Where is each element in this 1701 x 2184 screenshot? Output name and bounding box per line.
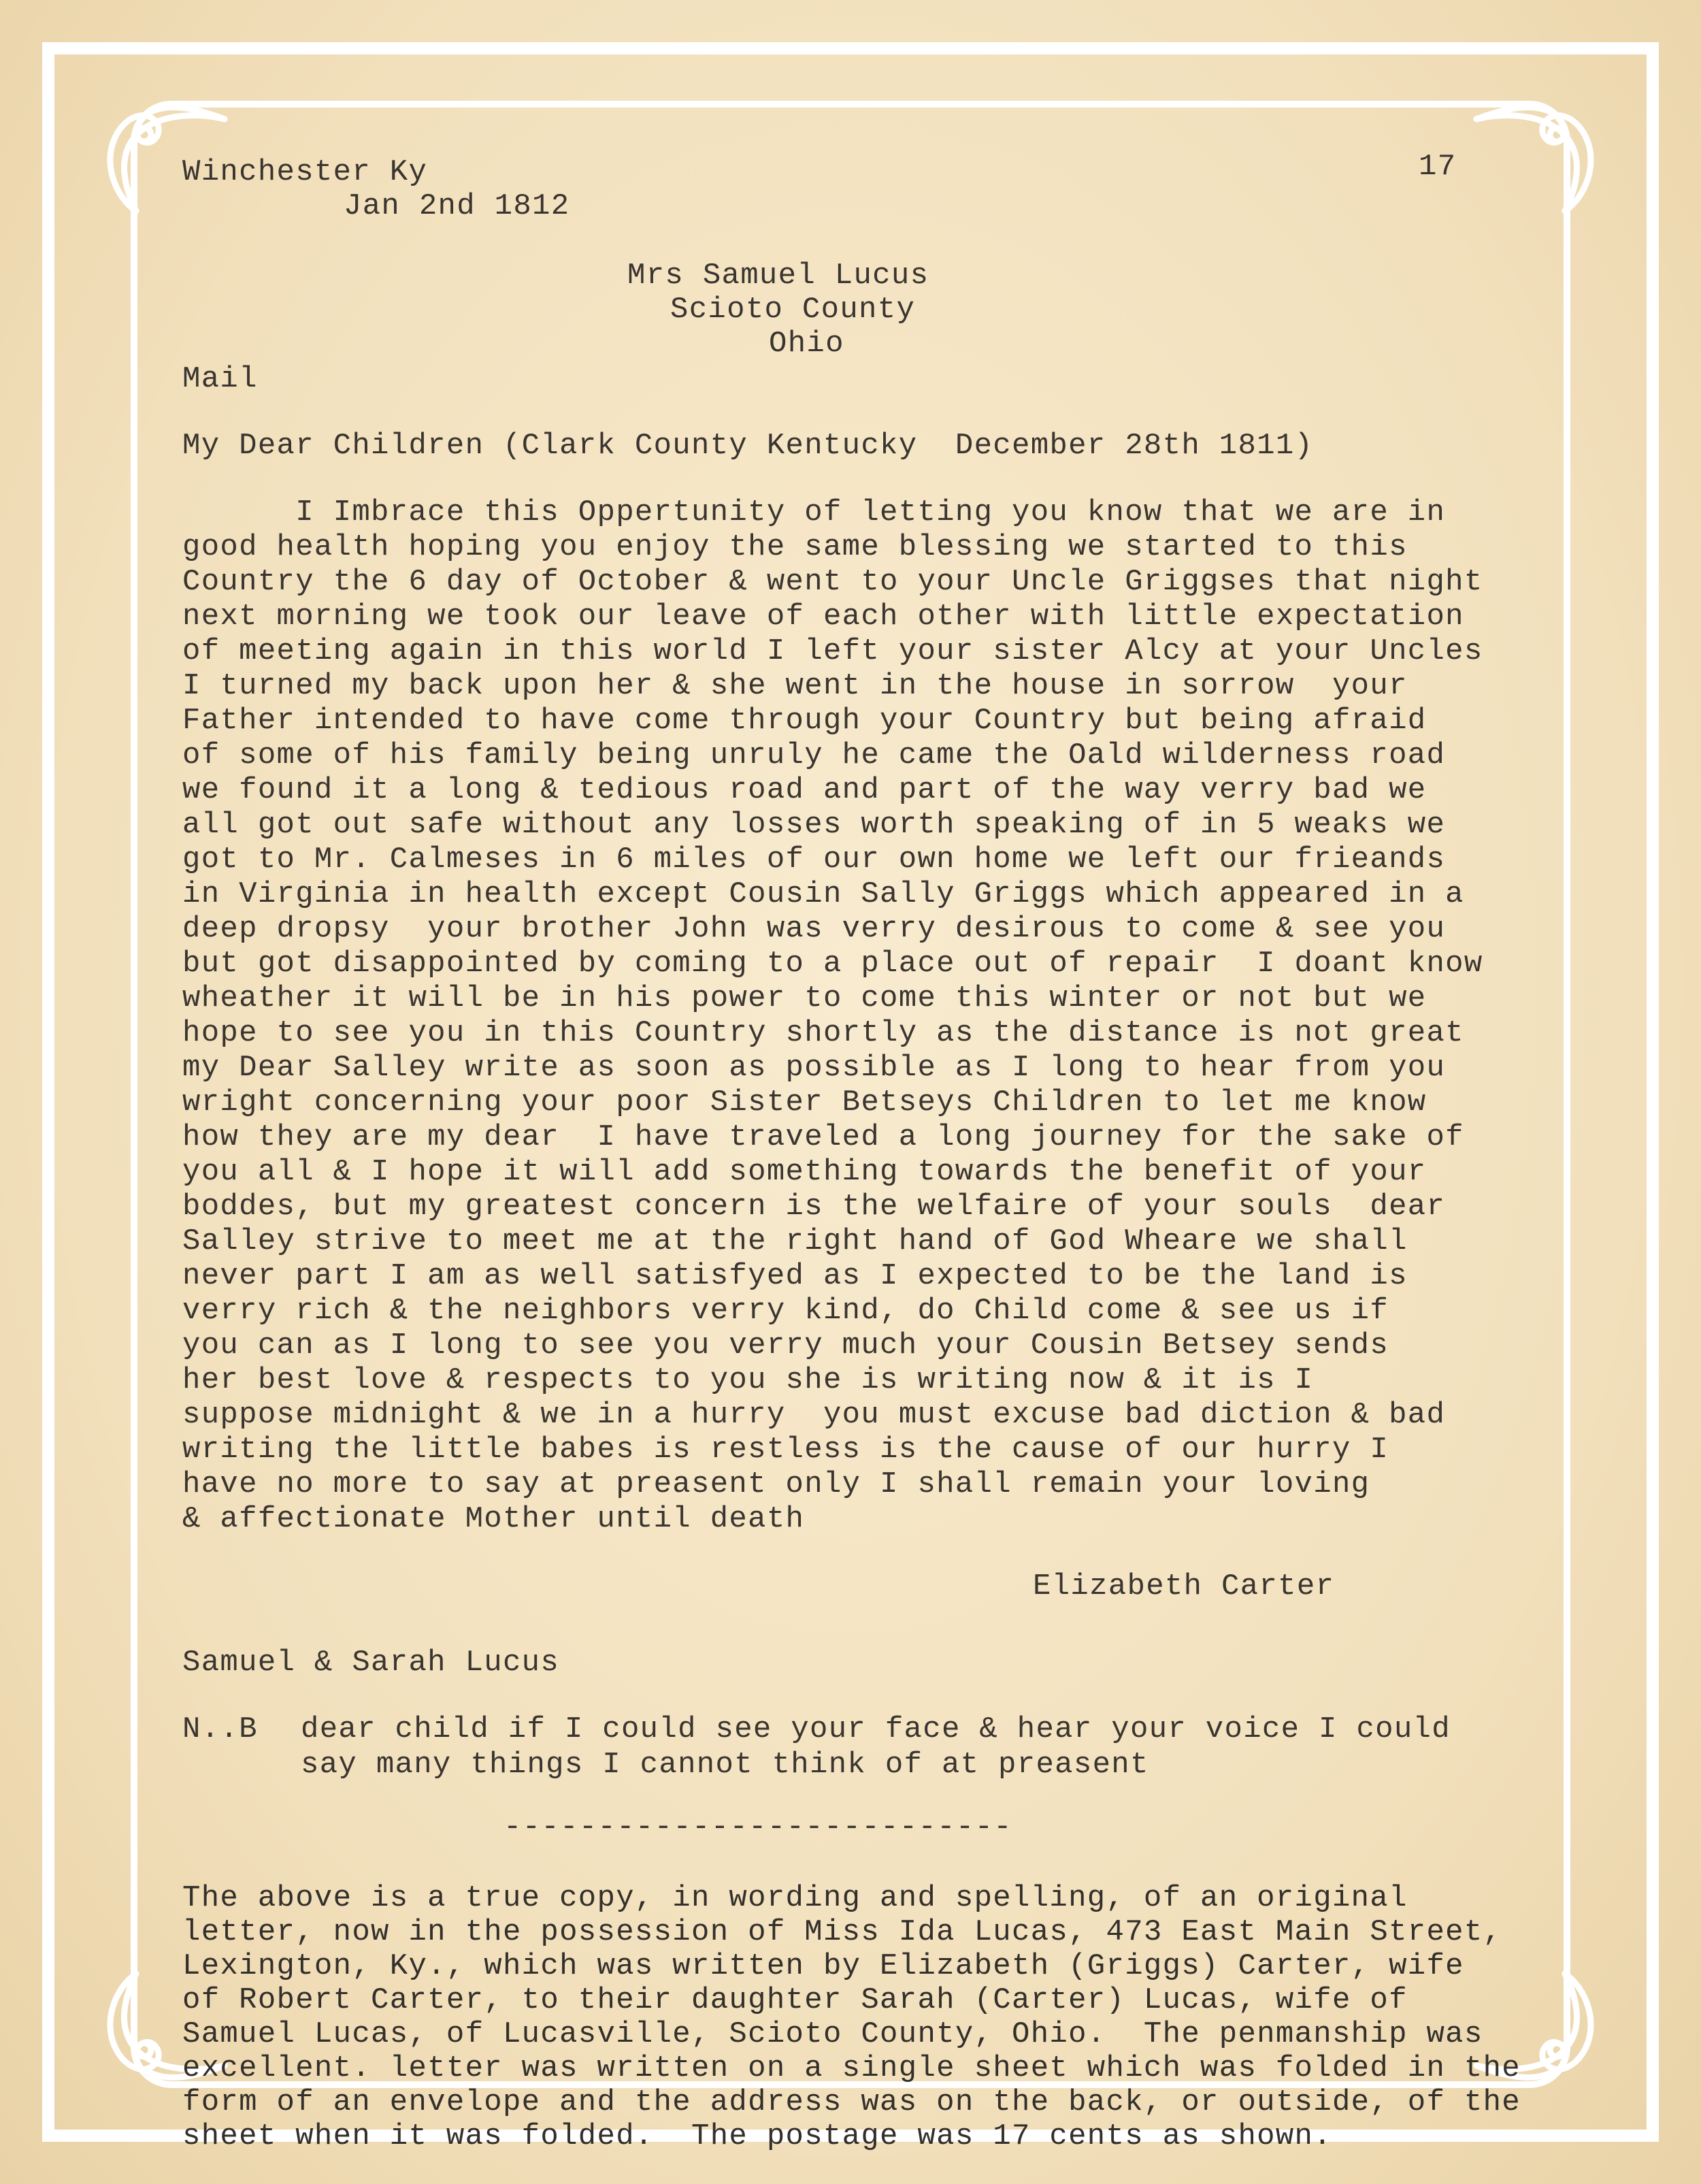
salutation: My Dear Children (Clark County Kentucky December 28th 1811) bbox=[182, 429, 1314, 463]
letter-date: Jan 2nd 1812 bbox=[344, 189, 570, 223]
corner-scroll-ornament-top-right bbox=[1470, 82, 1606, 218]
letter-body-line: Father intended to have come through your Country but being afraid bbox=[182, 704, 1427, 738]
footnote-line: letter, now in the possession of Miss Ida Lucas, 473 East Main Street, bbox=[182, 1915, 1502, 1949]
address-state: Ohio bbox=[769, 327, 844, 361]
letter-body-line: boddes, but my greatest concern is the welfaire of your souls dear bbox=[182, 1190, 1446, 1224]
transcription-footnote bbox=[182, 1881, 1521, 2153]
letter-body-line: next morning we took our leave of each other with little expectation bbox=[182, 600, 1464, 634]
letter-body-line: of some of his family being unruly he came the Oald wilderness road bbox=[182, 738, 1446, 772]
corner-scroll-ornament-top-left bbox=[95, 82, 231, 218]
address-county: Scioto County bbox=[670, 293, 916, 327]
letter-body-line: writing the little babes is restless is the cause of our hurry I bbox=[182, 1433, 1389, 1467]
letter-body-line: my Dear Salley write as soon as possible as I long to hear from you bbox=[182, 1051, 1446, 1085]
letter-body-line: got to Mr. Calmeses in 6 miles of our own home we left our frieands bbox=[182, 843, 1446, 877]
page-number: 17 bbox=[1419, 150, 1457, 184]
footnote-line: of Robert Carter, to their daughter Sarah (Carter) Lucas, wife of bbox=[182, 1983, 1408, 2017]
letter-body-line: you all & I hope it will add something towards the benefit of your bbox=[182, 1155, 1427, 1189]
footnote-line: Samuel Lucas, of Lucasville, Scioto County, Ohio. The penmanship was bbox=[182, 2017, 1483, 2051]
letter-body-line: all got out safe without any losses worth speaking of in 5 weaks we bbox=[182, 808, 1446, 842]
letter-body-line: hope to see you in this Country shortly as the distance is not great bbox=[182, 1016, 1464, 1050]
letter-body-line: I turned my back upon her & she went in the house in sorrow your bbox=[182, 669, 1408, 703]
letter-body-line: wright concerning your poor Sister Betseys Children to let me know bbox=[182, 1086, 1427, 1120]
letter-place: Winchester Ky bbox=[182, 155, 428, 189]
footnote-line: The above is a true copy, in wording and spelling, of an original bbox=[182, 1881, 1408, 1915]
nb-line: say many things I cannot think of at preasent bbox=[301, 1748, 1149, 1782]
footnote-line: sheet when it was folded. The postage was 17 cents as shown. bbox=[182, 2119, 1332, 2153]
letter-body bbox=[182, 495, 1483, 1537]
letter-body-line: her best love & respects to you she is writing now & it is I bbox=[182, 1363, 1314, 1397]
letter-body-line: you can as I long to see you verry much your Cousin Betsey sends bbox=[182, 1329, 1389, 1363]
letter-body-line: deep dropsy your brother John was verry desirous to come & see you bbox=[182, 912, 1446, 946]
letter-body-line: verry rich & the neighbors verry kind, do Child come & see us if bbox=[182, 1294, 1389, 1328]
letter-body-line: suppose midnight & we in a hurry you must excuse bad diction & bad bbox=[182, 1398, 1446, 1432]
mail-label: Mail bbox=[182, 362, 258, 396]
letter-body-line: have no more to say at preasent only I shall remain your loving bbox=[182, 1467, 1370, 1501]
letter-body-line: good health hoping you enjoy the same blessing we started to this bbox=[182, 530, 1408, 564]
letter-body-line: Salley strive to meet me at the right hand of God Wheare we shall bbox=[182, 1224, 1408, 1258]
letter-body-line: never part I am as well satisfyed as I expected to be the land is bbox=[182, 1259, 1408, 1293]
divider-line: --------------------------- bbox=[503, 1810, 1013, 1844]
letter-body-line: of meeting again in this world I left your sister Alcy at your Uncles bbox=[182, 634, 1483, 668]
recipients: Samuel & Sarah Lucus bbox=[182, 1646, 560, 1680]
letter-body-line: Country the 6 day of October & went to your Uncle Griggses that night bbox=[182, 565, 1483, 599]
footnote-line: excellent. letter was written on a single sheet which was folded in the bbox=[182, 2051, 1521, 2085]
signature: Elizabeth Carter bbox=[1033, 1569, 1335, 1603]
footnote-line: form of an envelope and the address was on the back, or outside, of the bbox=[182, 2085, 1521, 2119]
nb-label: N..B bbox=[182, 1712, 258, 1746]
letter-body-line: I Imbrace this Oppertunity of letting you know that we are in bbox=[182, 495, 1446, 529]
footnote-line: Lexington, Ky., which was written by Elizabeth (Griggs) Carter, wife bbox=[182, 1949, 1464, 1983]
letter-body-line: we found it a long & tedious road and part of the way verry bad we bbox=[182, 773, 1427, 807]
letter-body-line: & affectionate Mother until death bbox=[182, 1502, 805, 1536]
address-name: Mrs Samuel Lucus bbox=[627, 259, 929, 293]
letter-body-line: how they are my dear I have traveled a long journey for the sake of bbox=[182, 1120, 1464, 1154]
letter-body-line: but got disappointed by coming to a place out of repair I doant know bbox=[182, 947, 1483, 981]
letter-body-line: wheather it will be in his power to come this winter or not but we bbox=[182, 981, 1427, 1015]
letter-body-line: in Virginia in health except Cousin Sally Griggs which appeared in a bbox=[182, 877, 1464, 911]
nb-line: dear child if I could see your face & hear your voice I could bbox=[301, 1712, 1451, 1746]
